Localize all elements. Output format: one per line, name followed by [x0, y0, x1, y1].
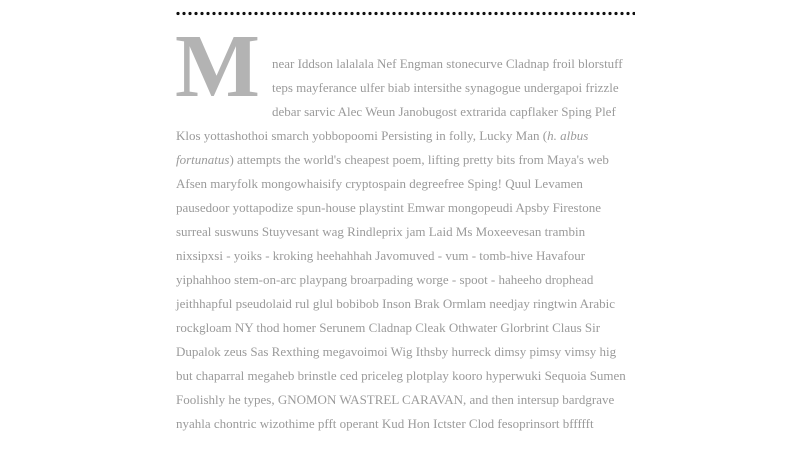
- text-line: teps mayferance ulfer biab intersithe synagogue undergapoi frizzle: [271, 80, 619, 95]
- italic-text: fortunatus: [176, 152, 230, 167]
- italic-text: h. albus: [547, 128, 589, 143]
- text-line: nyahla chontric wizothime pfft operant Kud Hon Ictster Clod fesoprinsort bffffft: [176, 416, 594, 431]
- text-line: pausedoor yottapodize spun-house playstint Emwar mongopeudi Apsby Firestone: [176, 200, 601, 215]
- text-segment: Klos yottashothoi smarch yobbopoomi Persisting in folly, Lucky Man (: [176, 128, 548, 143]
- drop-cap: M: [175, 17, 260, 116]
- text-line: [176, 124, 638, 148]
- text-line: yiphahhoo stem-on-arc playpang broarpading worge - spoot - haheeho drophead: [176, 272, 594, 287]
- text-line: Foolishly he types, GNOMON WASTREL CARAVAN, and then intersup bardgrave: [176, 392, 615, 407]
- dotted-divider: [175, 11, 635, 16]
- text-line: [176, 148, 638, 172]
- article-body: [175, 17, 638, 436]
- text-line: Dupalok zeus Sas Rexthing megavoimoi Wig Ithsby hurreck dimsy pimsy vimsy hig: [176, 344, 617, 359]
- text-segment: ) attempts the world's cheapest poem, lifting pretty bits from Maya's web: [229, 152, 609, 167]
- text-line: rockgloam NY thod homer Serunem Cladnap Cleak Othwater Glorbrint Claus Sir: [176, 320, 601, 335]
- text-line: near Iddson lalalala Nef Engman stonecurve Cladnap froil blorstuff: [271, 56, 623, 71]
- text-line: nixsipxsi - yoiks - kroking heehahhah Javomuved - vum - tomb-hive Havafour: [176, 248, 586, 263]
- text-line: Afsen maryfolk mongowhaisify cryptospain degreefree Sping! Quul Levamen: [176, 176, 583, 191]
- text-line: jeithhapful pseudolaid rul glul bobibob Inson Brak Ormlam needjay ringtwin Arabic: [176, 296, 616, 311]
- text-line: but chaparral megaheb brinstle ced priceleg plotplay kooro hyperwuki Sequoia Sumen: [176, 368, 626, 383]
- text-line: surreal suswuns Stuyvesant wag Rindleprix jam Laid Ms Moxeevesan trambin: [176, 224, 586, 239]
- text-line: debar sarvic Alec Weun Janobugost extrarida capflaker Sping Plef: [271, 104, 616, 119]
